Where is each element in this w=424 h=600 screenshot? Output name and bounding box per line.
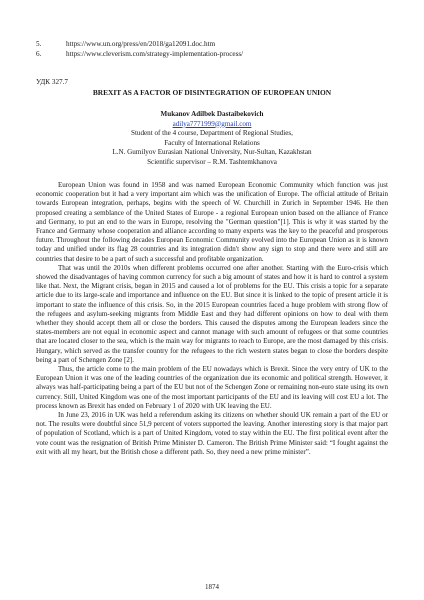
body-paragraph: European Union was found in 1958 and was named European Economic Community which function was just economic cooperation but it had a very important aim which was the unification of Europe. The official attitude of Britain towards European integration, perhaps, begins with the speech of W. Churchill in Zurich in September 1946. He then proposed creating a semblance of the United States of Europe - a regional European union based on the alliance of France and Germany, to put an end to the wars in Europe, resolving the "German question"[1]. This is why it was started by the France and Germany whose cooperation and alliance according to many experts was the key to the peaceful and prosperous future. Throughout the following decades European Economic Community evolved into the European Union as it is known today and unified under its flag 28 countries and its integration didn't show any sign to stop and there were and still are countries that desire to be a part of such a successful and profitable organization. xyxy=(36,181,388,263)
author-university: L.N. Gumilyov Eurasian National University, Nur-Sultan, Kazakhstan xyxy=(112,148,312,157)
author-email-link[interactable]: adilya7771999@gmail.com xyxy=(172,119,252,128)
author-name: Mukanov Adilbek Dastaibekovich xyxy=(160,110,264,118)
reference-number: 6. xyxy=(36,49,42,58)
body-paragraph: In June 23, 2016 in UK was held a referendum asking its citizens on whether should UK remain a part of the EU or not. The results were doubtful since 51,9 percent of voters supported the leaving. Another interesting story is that major part of population of Scotland, which is a part of United Kingdom, voted to stay within the EU. The first political event after the vote count was the resignation of British Prime Minister D. Cameron. The British Prime Minister said: “I fought against the exit with all my heart, but the British chose a different path. So, they need a new prime minister”. xyxy=(36,411,388,456)
reference-list xyxy=(36,40,396,59)
reference-number: 5. xyxy=(36,40,42,48)
reference-item xyxy=(36,40,396,50)
page-number: 1874 xyxy=(205,583,219,591)
body-paragraph: Thus, the article come to the main problem of the EU nowadays which is Brexit. Since the very entry of UK to the European Union it was one of the leading countries of the organization due its economic and political strength. However, it always was half-participating being a part of the EU but not of the Schengen Zone or remaining non-euro state using its own currency. Still, United Kingdom was one of the most important participants of the EU and its leaving will cost EU a lot. The process known as Brexit has ended on February 1 of 2020 with UK leaving the EU. xyxy=(36,365,388,410)
author-block xyxy=(36,110,388,168)
body-paragraph: That was until the 2010s when different problems occurred one after another. Starting with the Euro-crisis which showed the disadvantages of having common currency for such a big amount of states and how it is hard to control a system like that. Next, the Migrant crisis, began in 2015 and caused a lot of problems for the EU. This crisis a topic for a separate article due to its large-scale and importance and influence on the EU. But since it is linked to the topic of present article it is important to state the influence of this crisis. So, in the 2015 European countries faced a huge problem with strong flow of the refugees and asylum-seeking migrants from Middle East and they had different opinions on how to deal with them whether they should accept them all or close the borders. This caused the disputes among the European leaders since the states-members are not equal in economic aspect and cannot manage with such amount of refugees or that some countries that are located closer to the sea, which is the main way for migrants to reach to Europe, are the most damaged by this crisis. Hungary, which served as the transfer country for the refugees to the rich western states began to close the borders despite being a part of Schengen Zone [2]. xyxy=(36,263,388,364)
scientific-supervisor: Scientific supervisor – R.M. Tashtemkhanova xyxy=(147,157,277,166)
udc-code: УДК 327.7 xyxy=(36,78,69,86)
article-body xyxy=(36,181,388,457)
article-title: BREXIT AS A FACTOR OF DISINTEGRATION OF EUROPEAN UNION xyxy=(92,88,332,97)
author-status: Student of the 4 course, Department of Regional Studies, xyxy=(131,129,293,138)
reference-item xyxy=(36,50,396,60)
reference-link[interactable]: https://www.un.org/press/en/2018/ga12091.doc.htm xyxy=(66,40,216,48)
author-faculty: Faculty of International Relations xyxy=(164,138,260,147)
reference-link[interactable]: https://www.cleverism.com/strategy-implementation-process/ xyxy=(66,49,244,58)
